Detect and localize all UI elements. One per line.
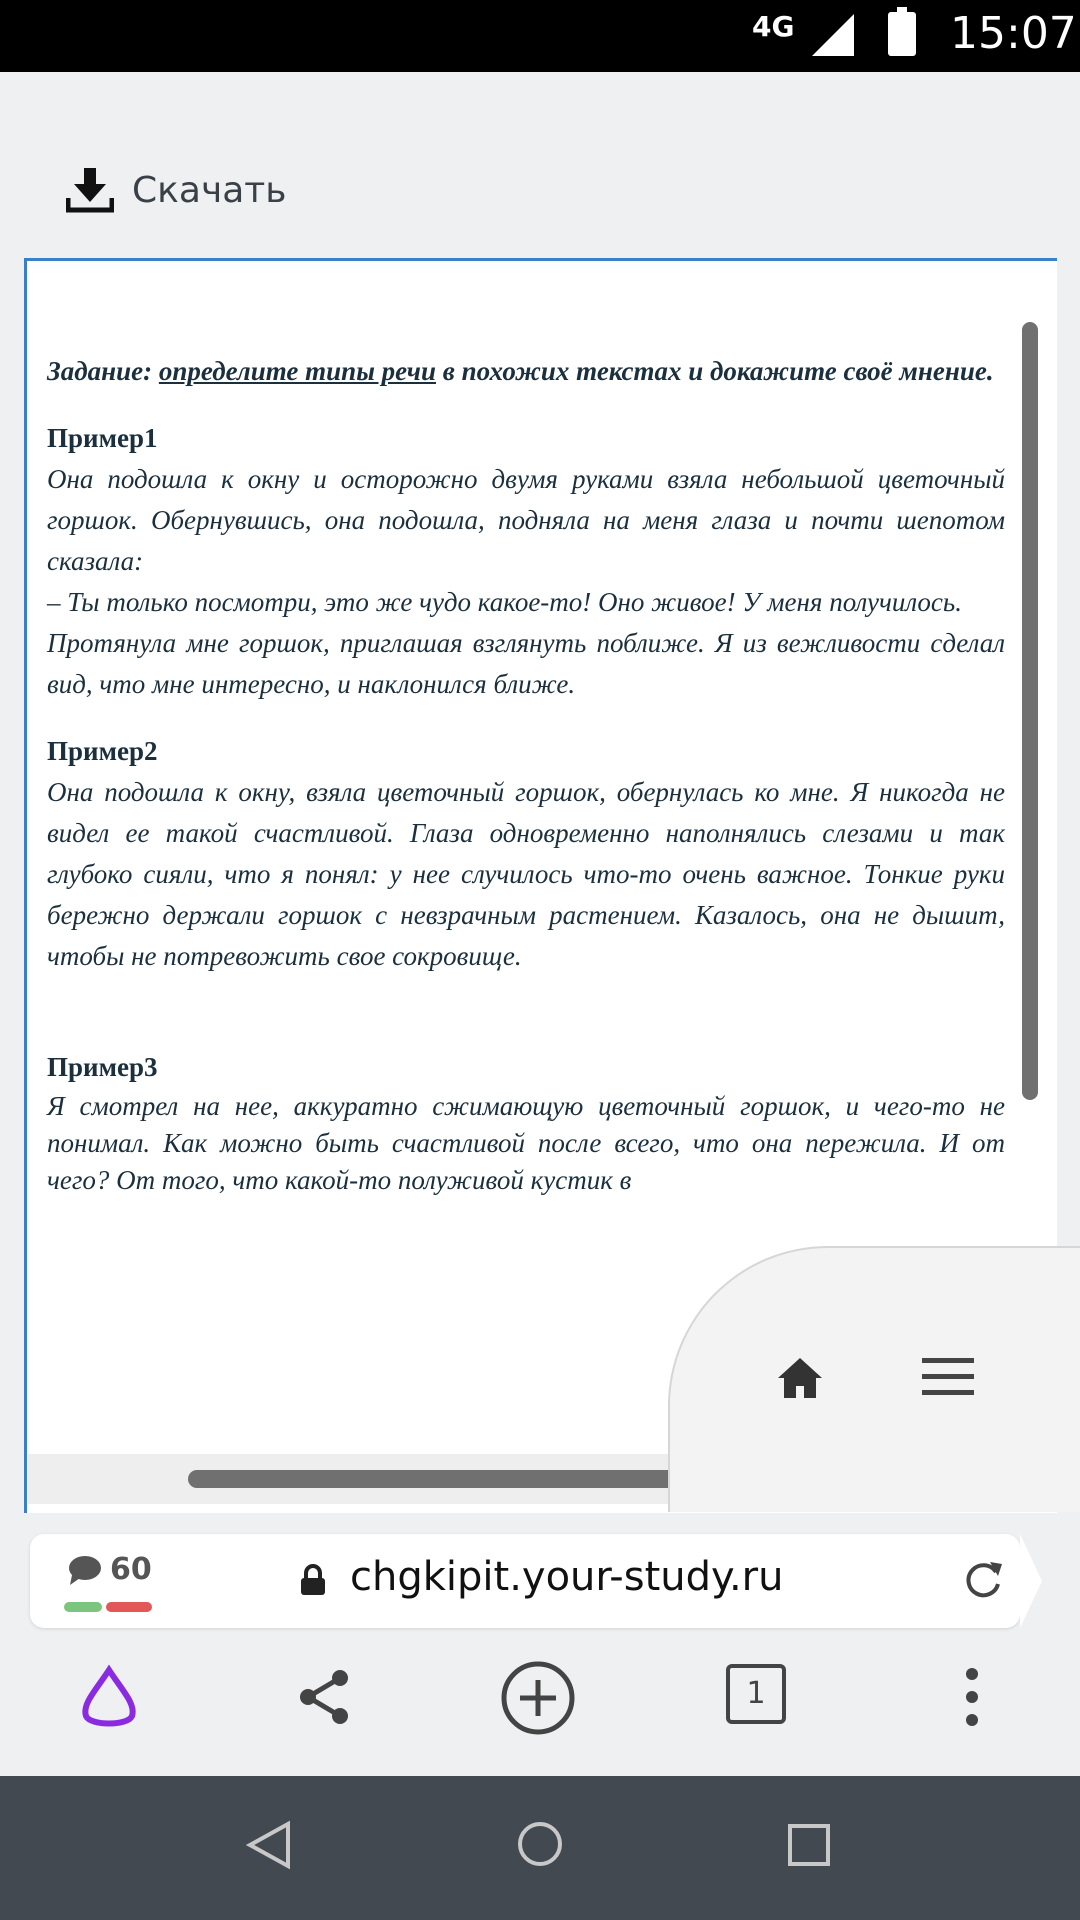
comments-button[interactable] xyxy=(68,1552,152,1587)
download-label: Скачать xyxy=(132,169,287,211)
example-1-paragraph: Протянула мне горшок, приглашая взглянуть поближе. Я из вежливости сделал вид, что мне интересно, и наклонился ближе. xyxy=(47,628,1005,699)
hamburger-icon[interactable] xyxy=(922,1356,974,1396)
share-icon[interactable] xyxy=(296,1664,352,1730)
alice-assistant-icon[interactable] xyxy=(76,1664,142,1730)
task-rest: в похожих текстах и докажите своё мнение. xyxy=(436,356,994,386)
recents-icon[interactable] xyxy=(788,1824,830,1866)
more-options-icon[interactable] xyxy=(960,1664,984,1730)
rating-positive-bar xyxy=(64,1602,102,1612)
download-icon xyxy=(66,166,114,214)
task-label: Задание: xyxy=(47,356,153,386)
network-type: 4G xyxy=(752,10,795,43)
browser-toolbar xyxy=(0,1640,1080,1776)
download-button[interactable] xyxy=(66,160,286,220)
example-2-paragraph: Она подошла к окну, взяла цветочный горшок, обернулась ко мне. Я никогда не видел ее такой счастливой. Глаза одновременно наполнялись слезами и так глубоко сияли, что я понял: у нее случилось что-то очень важное. Тонкие руки бережно держали горшок с невзрачным растением. Казалось, она не дышит, чтобы не потревожить свое сокровище. xyxy=(47,777,1005,971)
home-nav-icon[interactable] xyxy=(516,1820,564,1868)
task-underlined: определите типы речи xyxy=(158,356,436,386)
vertical-scrollbar[interactable] xyxy=(1022,322,1038,1100)
battery-icon xyxy=(888,12,916,56)
rating-negative-bar xyxy=(106,1602,152,1612)
tabs-count-button[interactable]: 1 xyxy=(726,1664,786,1724)
example-3-title: Пример3 xyxy=(47,1052,158,1082)
comment-count: 60 xyxy=(110,1552,152,1587)
url-text[interactable]: chgkipit.your-study.ru xyxy=(350,1554,784,1600)
example-1-title: Пример1 xyxy=(47,423,158,453)
signal-icon xyxy=(812,14,854,56)
reload-icon[interactable] xyxy=(960,1556,1006,1602)
new-tab-icon[interactable] xyxy=(500,1660,576,1736)
example-1-paragraph: Она подошла к окну и осторожно двумя руками взяла небольшой цветочный горшок. Обернувшись, она подошла, подняла на меня глаза и почти шепотом сказала: xyxy=(47,464,1005,576)
task-paragraph xyxy=(47,351,1005,392)
horizontal-scrollbar[interactable] xyxy=(188,1470,708,1488)
status-time: 15:07 xyxy=(950,8,1077,59)
system-nav-bar xyxy=(0,1776,1080,1920)
example-3-paragraph: Я смотрел на нее, аккуратно сжимающую цветочный горшок, и чего-то не понимал. Как можно быть счастливой после всего, что она пережила. И от чего? От того, что какой-то полуживой кустик в xyxy=(47,1091,1005,1195)
home-icon[interactable] xyxy=(776,1356,824,1400)
status-bar xyxy=(0,0,1080,72)
document-content xyxy=(47,351,1005,1199)
example-2-title: Пример2 xyxy=(47,736,158,766)
floating-menu-panel xyxy=(668,1246,1080,1512)
comment-icon xyxy=(68,1555,102,1585)
lock-icon xyxy=(300,1564,326,1596)
example-1-paragraph: – Ты только посмотри, это же чудо какое-то! Оно живое! У меня получилось. xyxy=(47,587,962,617)
back-icon[interactable] xyxy=(246,1820,292,1870)
address-bar[interactable] xyxy=(30,1534,1020,1628)
